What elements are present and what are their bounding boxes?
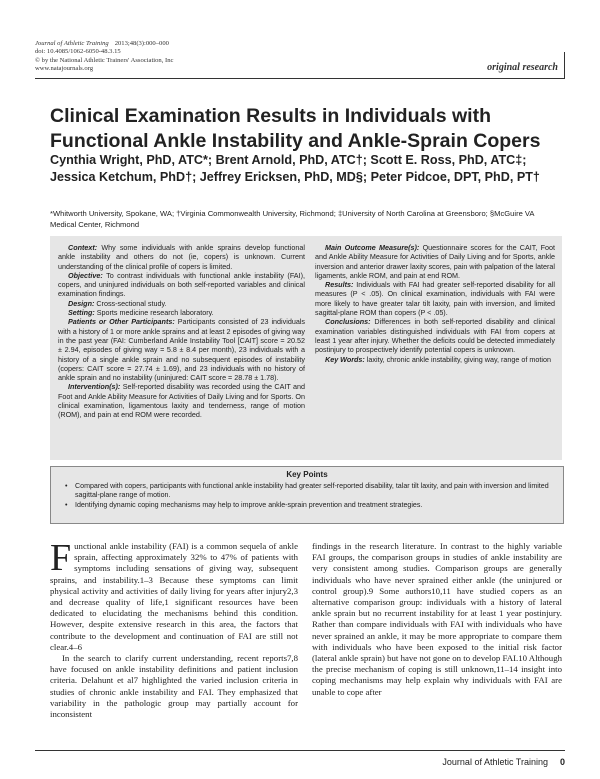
objective-text: To contrast individuals with functional ankle instability (FAI), copers, and uninjured individuals on both self-reported variables and clinical examination findings.: [58, 270, 305, 299]
abstract-column-left: [58, 243, 305, 420]
website: www.natajournals.org: [35, 65, 94, 73]
page-footer: [442, 757, 565, 767]
abstract-context: [58, 243, 305, 271]
results-text: Individuals with FAI had greater self-reported disability for all measures (P < .05). On clinical examination, individuals with FAI were more likely to have greater talar tilt laxity, pain with inversion, and limited sagittal-plane ROM than copers (P < .05).: [315, 280, 555, 318]
interventions-text: Self-reported disability was recorded using the CAIT and Foot and Ankle Ability Measure for Activities of Daily Living and for Sports. On clinical examination, ligamentous laxity and tenderness, range of motion (ROM), and pain at end ROM were recorded.: [58, 382, 306, 420]
design-label: Design:: [68, 298, 95, 308]
objective-label: Objective:: [68, 270, 103, 280]
key-points-title: Key Points: [286, 470, 328, 479]
abstract-design: [58, 299, 305, 308]
abstract-column-right: [315, 243, 555, 364]
design-text: Cross-sectional study.: [96, 298, 167, 308]
abstract-outcome: [315, 243, 555, 280]
setting-label: Setting:: [68, 308, 95, 318]
interventions-label: Intervention(s):: [68, 382, 121, 392]
journal-meta: [35, 40, 173, 74]
abstract-interventions: [58, 382, 305, 419]
abstract-results: [315, 280, 555, 317]
outcome-label: Main Outcome Measure(s):: [325, 243, 420, 252]
page-number: 0: [559, 757, 565, 767]
key-point-item: • Identifying dynamic coping mechanisms may help to improve ankle-sprain prevention and treatment strategies.: [65, 501, 555, 510]
body-paragraph: In the search to clarify current understanding, recent reports7,8 have focused on ankle instability definitions and patient inclusion criteria. Delahunt et al7 highlighted the varied inclusion criteria in studies of chronic ankle instability and FAI. They emphasized that variability in the pathologic group may partially account for inconsistent: [50, 653, 298, 720]
context-text: Why some individuals with ankle sprains develop functional ankle instability and others do not (ie, copers) is unknown. Current understanding of the clinical profile of copers is limited.: [58, 243, 305, 271]
header-rule: [35, 78, 565, 79]
abstract-keywords: [315, 355, 555, 364]
body-column-left: [50, 537, 298, 720]
footer-journal: Journal of Athletic Training: [442, 757, 548, 767]
outcome-text: Questionnaire scores for the CAIT, Foot and Ankle Ability Measure for Activities of Daily Living and for Sports, ankle inversion and anterior drawer laxity scores, pain with palpation of the lateral ligaments, ankle ROM, and pain at end ROM.: [315, 243, 555, 280]
results-label: Results:: [325, 280, 354, 290]
drop-cap: F: [50, 537, 72, 579]
context-label: Context:: [68, 243, 98, 252]
abstract-conclusions: [315, 317, 555, 354]
section-tag: original research: [487, 62, 558, 73]
conclusions-label: Conclusions:: [325, 317, 371, 327]
copyright: © by the National Athletic Trainers' Association, Inc: [35, 56, 174, 64]
participants-text: Participants consisted of 23 individuals with a history of 1 or more ankle sprains and at least 2 episodes of giving way in the past year (FAI: Cumberland Ankle Instability Tool [CAIT] score = 20.52 ± 2.94, episodes of giving way = 5.8 ± 8.4 per month), 23 individuals with a history of a single ankle sprain and no subsequent episodes of instability (copers: CAIT score = 27.74 ± 1.69), and 23 individuals with no history of ankle sprain and no instability (uninjured: CAIT score = 28.78 ± 1.78).: [58, 317, 306, 383]
affiliations: *Whitworth University, Spokane, WA; †Virginia Commonwealth University, Richmond; ‡University of North Carolina at Greensboro; §McGuire VA Medical Center, Richmond: [50, 209, 535, 229]
footer-rule: [35, 750, 565, 751]
participants-label: Patients or Other Participants:: [68, 317, 175, 327]
abstract-box: [50, 236, 562, 460]
body-paragraph: [50, 537, 298, 653]
conclusions-text: Differences in both self-reported disability and clinical examination variables distinguished individuals with FAI from copers at least 1 year after injury. Whether the deficits could be detected immediately postinjury to prospectively identify potential copers is unknown.: [315, 317, 555, 355]
setting-text: Sports medicine research laboratory.: [96, 308, 214, 318]
doi: doi: 10.4085/1062-6050-48.3.15: [35, 48, 121, 56]
key-points-list: [65, 482, 555, 511]
body-column-right: [312, 541, 562, 698]
abstract-setting: [58, 308, 305, 317]
abstract-participants: [58, 317, 305, 382]
article-title: Clinical Examination Results in Individuals with Functional Ankle Instability and Ankle-Sprain Copers: [50, 105, 541, 152]
body-text: unctional ankle instability (FAI) is a common sequela of ankle sprain, affecting approximately 32% to 47% of patients with symptoms including sensations of giving way, subsequent sprains, and instability.1–3 Because these symptoms can limit physical activity and activities of daily living for years after injury2,3 and decrease quality of life,1 significant resources have been dedicated to elucidating the mechanisms behind this condition. However, despite extensive research in this area, the factors that contribute to the development and continuation of FAI are still not clear.4–6: [50, 541, 298, 652]
key-point-item: • Compared with copers, participants with functional ankle instability had greater self-reported disability, talar tilt laxity, and pain with inversion and limited sagittal-plane range of motion.: [65, 482, 555, 500]
abstract-objective: [58, 271, 305, 299]
body-paragraph: findings in the research literature. In contrast to the highly variable FAI groups, the comparison groups in studies of ankle instability are very consistent among studies. Comparison groups are generally individuals who have never sprained either ankle (the uninjured or control group).9 Some authors10,11 have studied copers as an alternative comparison group: individuals with a history of lateral ankle sprain but no recurrent instability for at least 1 year postinjury. Rather than compare individuals with FAI with individuals who have never sprained an ankle, it may be more appropriate to compare them with individuals who have been exposed to the initial risk factor (lateral ankle sprain) but have not gone on to develop FAI.10 Although the precise mechanism of coping is still unknown,11–14 insight into coping mechanisms may help explain why individuals with FAI are unable to cope after: [312, 541, 562, 697]
journal-name: Journal of Athletic Training: [35, 40, 109, 47]
keywords-text: laxity, chronic ankle instability, giving way, range of motion: [366, 354, 551, 364]
author-list: Cynthia Wright, PhD, ATC*; Brent Arnold, PhD, ATC†; Scott E. Ross, PhD, ATC‡; Jessica Ketchum, PhD†; Jeffrey Ericksen, PhD, MD§; Peter Pidcoe, DPT, PhD, PT†: [50, 153, 540, 184]
keywords-label: Key Words:: [325, 354, 365, 364]
citation: 2013;48(3):000–000: [114, 40, 169, 47]
key-points-box: [50, 466, 564, 524]
